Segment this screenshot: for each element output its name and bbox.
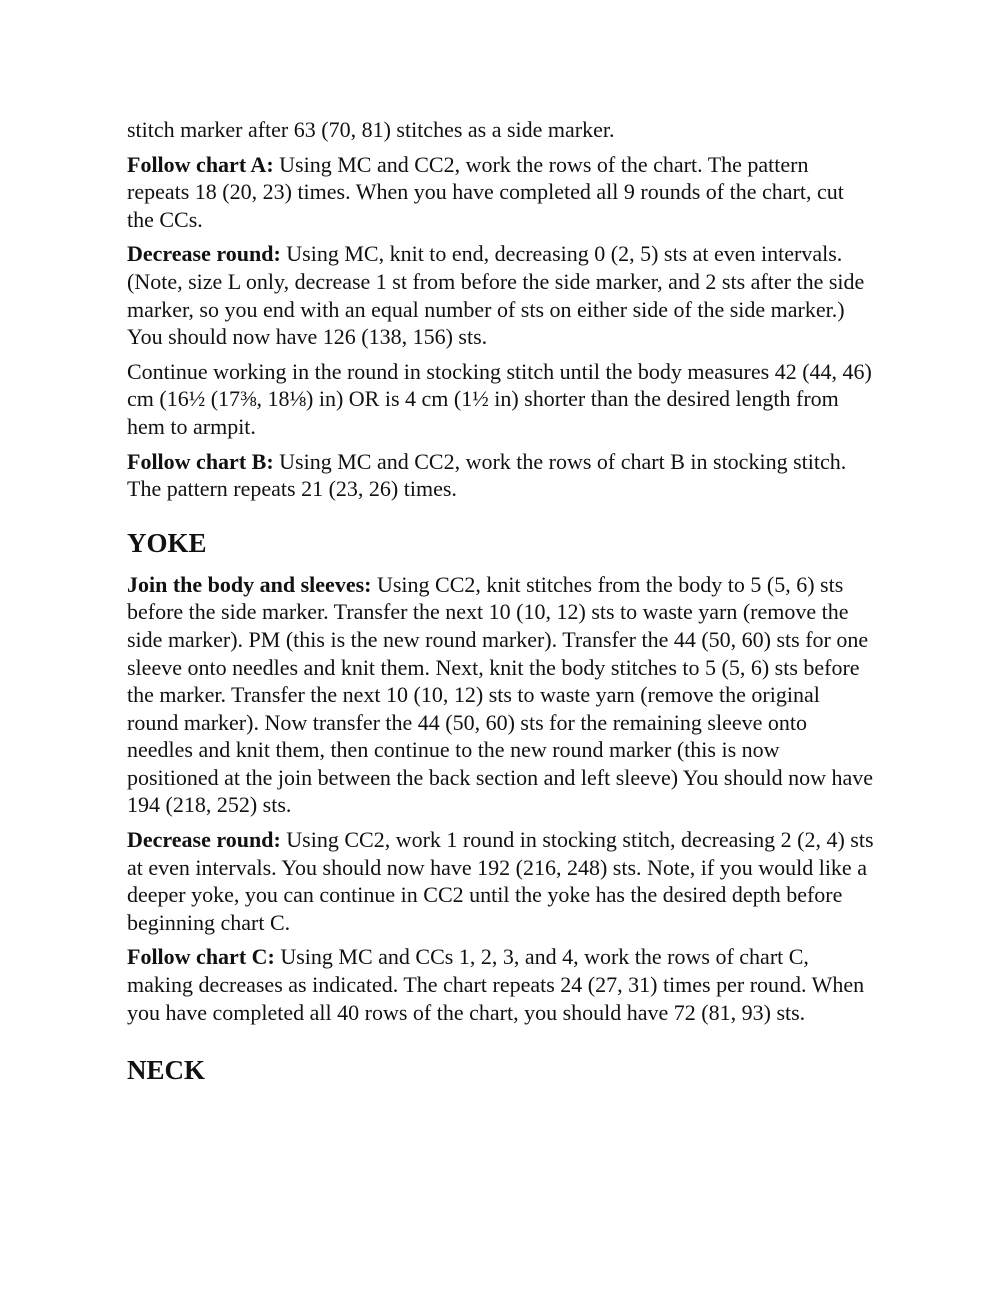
paragraph-join-body-sleeves [127, 571, 875, 819]
paragraph-follow-chart-b [127, 448, 875, 503]
paragraph-text: Using CC2, knit stitches from the body to 5 (5, 6) sts before the side marker. Transfer the next 10 (10, 12) sts to waste yarn (remove the side marker). PM (this is the new round marker). Transfer the 44 (50, 60) sts for one sleeve onto needles and knit them. Next, knit the body stitches to 5 (5, 6) sts before the marker. Transfer the next 10 (10, 12) sts to waste yarn (remove the original round marker). Now transfer the 44 (50, 60) sts for the remaining sleeve onto needles and knit them, then continue to the new round marker (this is now positioned at the join between the back section and left sleeve) You should now have 194 (218, 252) sts. [127, 571, 873, 818]
paragraph-text: Using MC and CC2, work the rows of the chart. The pattern repeats 18 (20, 23) times. When you have completed all 9 rounds of the chart, cut the CCs. [127, 151, 844, 232]
paragraph-label: Follow chart C: [127, 944, 275, 970]
paragraph-label: Join the body and sleeves: [127, 571, 372, 597]
paragraph-side-marker [127, 116, 875, 144]
section-heading-neck: NECK [127, 1055, 206, 1086]
paragraph-label: Decrease round: [127, 241, 281, 267]
paragraph-label: Follow chart A: [127, 151, 274, 177]
paragraph-text: Using MC and CC2, work the rows of chart B in stocking stitch. The pattern repeats 21 (23, 26) times. [127, 448, 847, 502]
paragraph-decrease-round-body [127, 240, 875, 350]
paragraph-follow-chart-a [127, 151, 875, 234]
section-heading-yoke: YOKE [127, 527, 207, 558]
document-page [127, 116, 875, 1086]
paragraph-text: Using MC, knit to end, decreasing 0 (2, 5) sts at even intervals. (Note, size L only, decrease 1 st from before the side marker, and 2 sts after the side marker, so you end with an equal number of sts on either side of the side marker.) You should now have 126 (138, 156) sts. [127, 241, 865, 350]
paragraph-decrease-round-yoke [127, 826, 875, 936]
paragraph-text: Using CC2, work 1 round in stocking stitch, decreasing 2 (2, 4) sts at even intervals. You should now have 192 (216, 248) sts. Note, if you would like a deeper yoke, you can continue in CC2 until the yoke has the desired depth before beginning chart C. [127, 827, 874, 935]
paragraph-text: Continue working in the round in stocking stitch until the body measures 42 (44, 46) cm (16½ (17⅜, 18⅛) in) OR is 4 cm (1½ in) shorter than the desired length from hem to armpit. [127, 358, 872, 439]
paragraph-follow-chart-c [127, 943, 875, 1026]
paragraph-label: Decrease round: [127, 827, 281, 853]
paragraph-label: Follow chart B: [127, 448, 274, 474]
paragraph-continue-working [127, 358, 875, 441]
paragraph-text: stitch marker after 63 (70, 81) stitches as a side marker. [127, 117, 615, 142]
paragraph-text: Using MC and CCs 1, 2, 3, and 4, work the rows of chart C, making decreases as indicated. The chart repeats 24 (27, 31) times per round. When you have completed all 40 rows of the chart, you should have 72 (81, 93) sts. [127, 944, 865, 1025]
